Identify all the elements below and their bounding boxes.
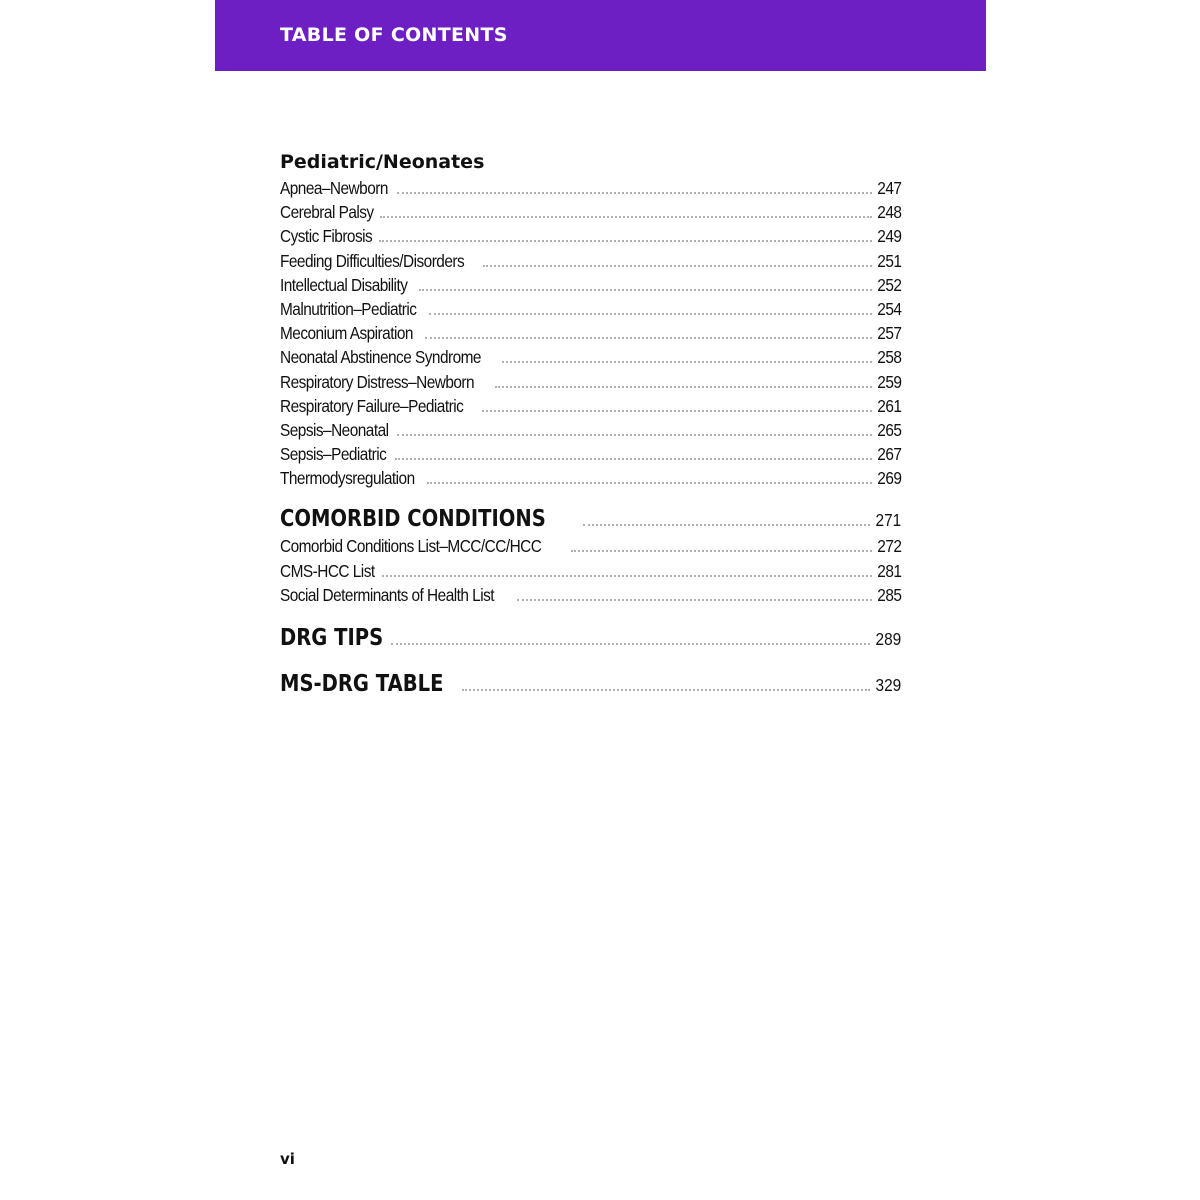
table-of-contents: [280, 148, 901, 699]
dot-leader: [502, 360, 871, 363]
toc-entry-label: Respiratory Distress–Newborn: [280, 371, 475, 392]
dot-leader: [419, 288, 872, 291]
toc-major-drg-tips[interactable]: [280, 623, 901, 653]
toc-entry-page: 248: [876, 202, 901, 223]
dot-leader: [397, 433, 871, 436]
toc-entry-label: Sepsis–Pediatric: [280, 444, 387, 465]
toc-entry-page: 285: [876, 584, 901, 605]
toc-entry-page: 259: [876, 371, 901, 392]
toc-entry[interactable]: [280, 442, 901, 466]
toc-entry-page: 254: [876, 298, 901, 319]
dot-leader: [395, 457, 872, 460]
dot-leader: [425, 336, 872, 339]
toc-entry-label: Cerebral Palsy: [280, 202, 374, 223]
toc-entry-label: Neonatal Abstinence Syndrome: [280, 347, 481, 368]
toc-entry[interactable]: [280, 249, 901, 273]
toc-entry[interactable]: [280, 200, 901, 224]
toc-entry[interactable]: [280, 394, 901, 418]
toc-entry-label: Malnutrition–Pediatric: [280, 298, 417, 319]
dot-leader: [517, 598, 871, 601]
toc-entry-label: Feeding Difficulties/Disorders: [280, 250, 465, 271]
spacer: [280, 607, 901, 623]
toc-entry-label: Social Determinants of Health List: [280, 584, 495, 605]
toc-major-label: COMORBID CONDITIONS: [280, 506, 546, 533]
spacer: [280, 653, 901, 669]
toc-entry-label: Thermodysregulation: [280, 468, 415, 489]
toc-major-page: 289: [875, 629, 901, 649]
toc-entry-label: Sepsis–Neonatal: [280, 419, 389, 440]
toc-entry-label: Meconium Aspiration: [280, 323, 413, 344]
dot-leader: [427, 481, 872, 484]
toc-major-ms-drg-table[interactable]: [280, 669, 901, 699]
section-heading-pediatric: Pediatric/Neonates: [280, 151, 485, 173]
toc-major-page: 329: [875, 675, 901, 695]
toc-entry-label: Respiratory Failure–Pediatric: [280, 395, 464, 416]
toc-entry-label: CMS-HCC List: [280, 560, 375, 581]
toc-entry-page: 281: [876, 560, 901, 581]
toc-entry-label: Comorbid Conditions List–MCC/CC/HCC: [280, 536, 542, 557]
dot-leader: [391, 642, 869, 645]
toc-entry-page: 257: [876, 323, 901, 344]
dot-leader: [397, 191, 872, 194]
toc-entry-page: 269: [876, 468, 901, 489]
dot-leader: [382, 574, 872, 577]
dot-leader: [429, 312, 872, 315]
dot-leader: [571, 549, 872, 552]
toc-entry-page: 272: [876, 536, 901, 557]
toc-entry-page: 247: [876, 178, 901, 198]
toc-major-label: MS-DRG TABLE: [280, 671, 444, 697]
toc-entry[interactable]: [280, 466, 901, 490]
toc-entry-page: 267: [876, 444, 901, 465]
dot-leader: [380, 215, 871, 218]
toc-entry[interactable]: [280, 224, 901, 248]
dot-leader: [379, 239, 872, 242]
toc-entry-page: 261: [876, 395, 901, 416]
dot-leader: [482, 409, 871, 412]
dot-leader: [583, 523, 870, 526]
toc-entry[interactable]: [280, 583, 901, 607]
toc-entry-page: 258: [876, 347, 901, 368]
toc-entry-page: 249: [876, 226, 901, 247]
header-band: [215, 0, 986, 71]
toc-entry[interactable]: [280, 418, 901, 442]
page-number: vi: [280, 1150, 295, 1168]
toc-entry-page: 252: [876, 274, 901, 295]
toc-major-label: DRG TIPS: [280, 625, 384, 651]
toc-entry-page: 265: [876, 419, 901, 440]
toc-entry[interactable]: [280, 345, 901, 369]
toc-entry-label: Apnea–Newborn: [280, 178, 388, 198]
dot-leader: [462, 688, 870, 691]
toc-entry[interactable]: [280, 559, 901, 583]
toc-entry[interactable]: [280, 176, 901, 200]
toc-major-page: 271: [875, 510, 901, 531]
spacer: [280, 490, 901, 504]
toc-entry[interactable]: [280, 297, 901, 321]
page-title: TABLE OF CONTENTS: [280, 24, 508, 46]
dot-leader: [495, 385, 872, 388]
toc-entry-page: 251: [876, 250, 901, 271]
dot-leader: [483, 264, 871, 267]
toc-entry[interactable]: [280, 321, 901, 345]
toc-entry[interactable]: [280, 273, 901, 297]
toc-entry[interactable]: [280, 534, 901, 558]
toc-major-comorbid-conditions[interactable]: [280, 504, 901, 534]
toc-entry[interactable]: [280, 370, 901, 394]
toc-entry-label: Cystic Fibrosis: [280, 226, 373, 247]
toc-entry-label: Intellectual Disability: [280, 274, 408, 295]
